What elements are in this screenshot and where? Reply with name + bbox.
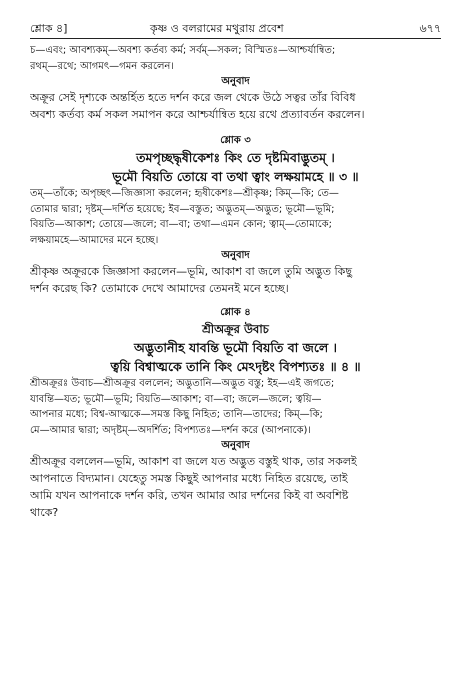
synonyms-line: শ্রীঅক্রূরঃ উবাচ—শ্রীঅক্রূর বললেন; অদ্ভুতানি—অদ্ভুত বস্তু; ইহ—এই জগতে;: [30, 378, 335, 389]
synonyms-line: যাবন্তি—যত; ভূমৌ—ভূমি; বিয়তি—আকাশ; বা—বা; জলে—জলে; ত্বয়ি—: [30, 393, 322, 405]
translation-line: অবশ্য কর্তব্য কর্ম সকল সমাপন করে আশ্চর্যান্বিত হয়ে রথে প্রত্যাবর্তন করলেন।: [30, 108, 365, 121]
synonyms-line: তম্—তাঁকে; অপৃচ্ছৎ—জিজ্ঞাসা করলেন; হৃষীকেশঃ—শ্রীকৃষ্ণ; কিম্—কি; তে—: [30, 188, 339, 199]
translation-line: আমি যখন আপনাকে দর্শন করি, তখন আমার আর দর্শনের কিই বা অবশিষ্ট: [30, 489, 349, 502]
synonyms-line: রথম্—রথে; আগমৎ—গমন করলেন।: [30, 60, 174, 72]
translation-line: থাকে?: [30, 506, 59, 519]
translation-heading: অনুবাদ: [221, 76, 250, 87]
header-rule: [30, 38, 441, 39]
verse-line: তমপৃচ্ছদ্ধৃষীকেশঃ কিং তে দৃষ্টমিবাদ্ভুতম্ ।: [136, 150, 335, 165]
header-chapter-title: কৃষ্ণ ও বলরামের মথুরায় প্রবেশ: [150, 22, 284, 35]
synonyms-line: লক্ষয়ামহে—আমাদের মনে হচ্ছে।: [30, 234, 159, 246]
verse-speaker: শ্রীঅক্রূর উবাচ: [202, 322, 269, 336]
translation-line: আপনাতে বিদ্যমান। যেহেতু সমস্ত কিছুই আপনার মধ্যে নিহিত রয়েছে, তাই: [30, 472, 348, 485]
verse-line: ত্বয়ি বিশ্বাত্মকে তানি কিং মেঽদৃষ্টং বিপশ্যতঃ ॥ ৪ ॥: [110, 359, 361, 374]
verse-heading: শ্লোক ৪: [220, 307, 251, 318]
translation-line: শ্রীঅক্রূর বললেন—ভূমি, আকাশ বা জলে যত অদ্ভুত বস্তুই থাক, তার সকলই: [30, 455, 357, 468]
synonyms-line: চ—এবং; আবশ্যকম্—অবশ্য কর্তব্য কর্ম; সর্বম্—সকল; বিস্মিতঃ—আশ্চর্যান্বিত;: [30, 45, 336, 56]
verse-line: অদ্ভুতানীহ যাবন্তি ভূমৌ বিয়তি বা জলে ।: [134, 340, 337, 355]
page-content: [30, 43, 441, 521]
running-header: [30, 20, 441, 40]
verse-heading: শ্লোক ৩: [220, 135, 251, 146]
synonyms-line: আপনার মধ্যে; বিশ্ব-আত্মকে—সমস্ত কিছু নিহিত; তানি—তাদের; কিম্—কি;: [30, 409, 323, 420]
synonyms-line: বিয়তি—আকাশ; তোয়ে—জলে; বা—বা; তথা—এমন কোন; ত্বাম্—তোমাকে;: [30, 219, 333, 230]
synonyms-line: তোমার দ্বারা; দৃষ্টম্—দর্শিত হয়েছে; ইব—বস্তুত; অদ্ভুতম্—অদ্ভুত; ভূমৌ—ভূমি;: [30, 203, 335, 215]
translation-heading: অনুবাদ: [221, 440, 250, 451]
translation-line: শ্রীকৃষ্ণ অক্রূরকে জিজ্ঞাসা করলেন—ভূমি, আকাশ বা জলে তুমি অদ্ভুত কিছু: [30, 265, 352, 278]
page-number: ৬৭৭: [419, 22, 441, 35]
header-verse-ref: শ্লোক ৪]: [30, 22, 68, 35]
translation-line: অক্রূর সেই দৃশ্যকে অন্তর্হিত হতে দর্শন করে জল থেকে উঠে সত্বর তাঁর বিবিধ: [30, 91, 356, 104]
translation-heading: অনুবাদ: [221, 250, 250, 261]
translation-line: দর্শন করেছ কি? তোমাকে দেখে আমাদের তেমনই মনে হচ্ছে।: [30, 282, 289, 295]
verse-line: ভূমৌ বিয়তি তোয়ে বা তথা ত্বাং লক্ষয়ামহে ॥ ৩ ॥: [112, 169, 359, 184]
synonyms-line: মে—আমার দ্বারা; অদৃষ্টম্—অদর্শিত; বিপশ্যতঃ—দর্শন করে (আপনাকে)।: [30, 424, 311, 436]
